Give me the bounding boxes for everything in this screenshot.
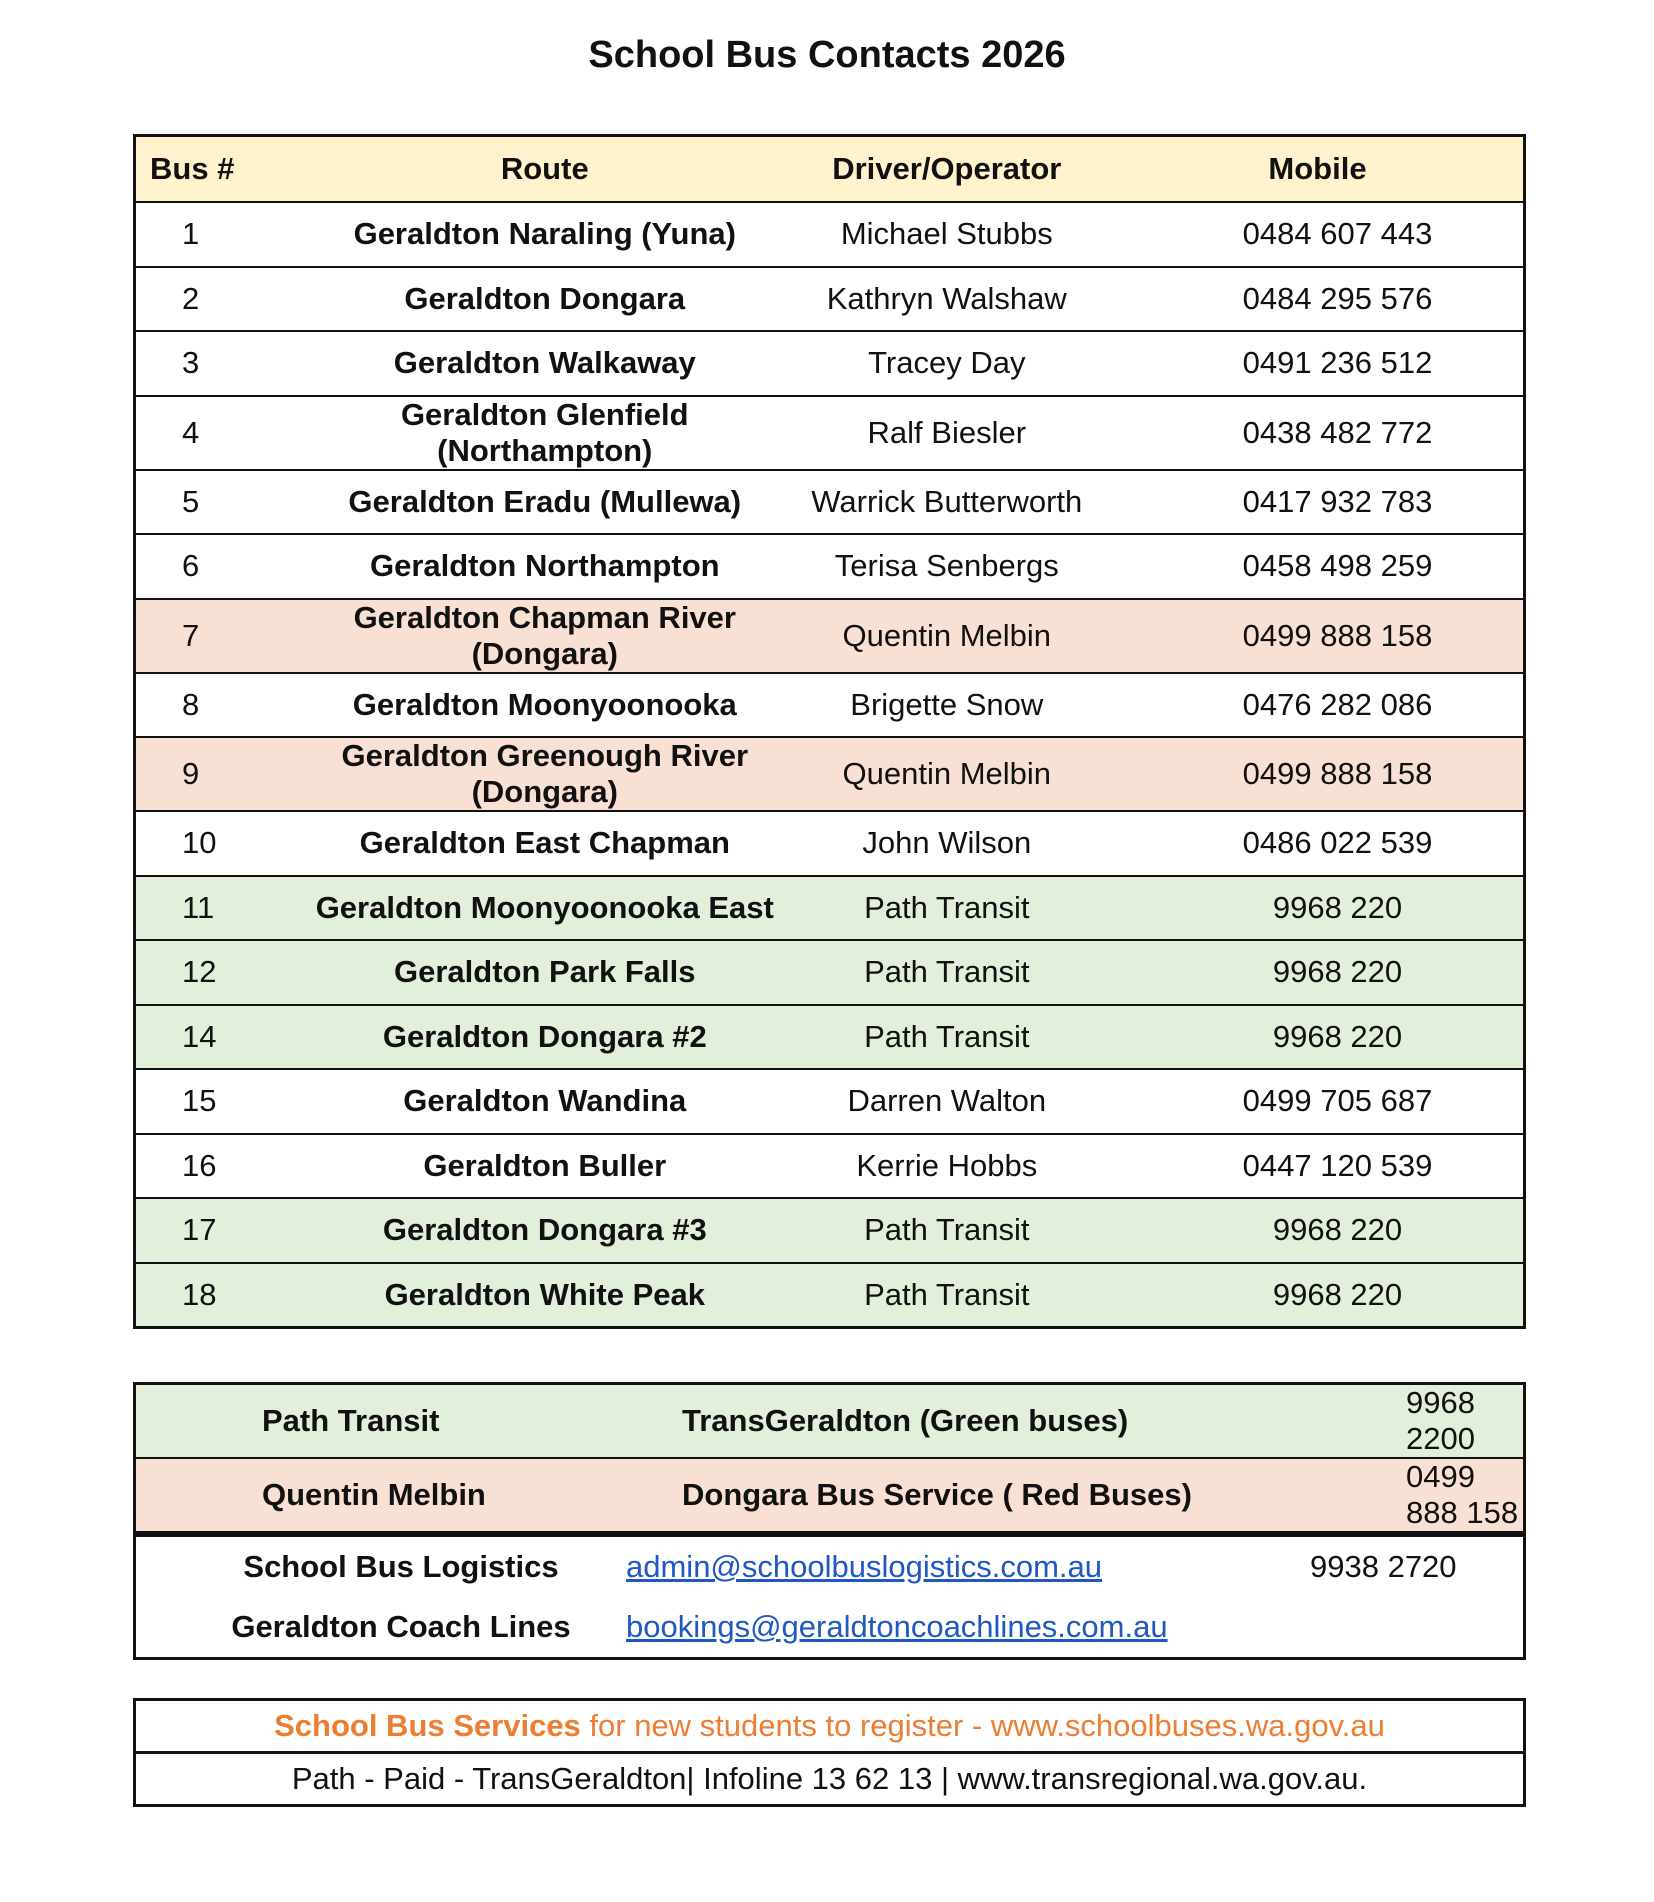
route-name: Geraldton Park Falls (308, 940, 782, 1005)
contact-row-school-bus-logistics (135, 1536, 1525, 1598)
bus-number: 4 (135, 396, 308, 470)
operator-service: Dongara Bus Service ( Red Buses) (682, 1458, 1382, 1533)
contact-email-link[interactable]: bookings@geraldtoncoachlines.com.au (626, 1609, 1168, 1644)
table-row (135, 470, 1525, 535)
route-name: Geraldton Glenfield (Northampton) (308, 396, 782, 470)
driver-name: Quentin Melbin (782, 737, 1112, 811)
driver-name: Path Transit (782, 1263, 1112, 1328)
table-row (135, 811, 1525, 876)
driver-name: Tracey Day (782, 331, 1112, 396)
table-row (135, 876, 1525, 941)
bus-number: 7 (135, 599, 308, 673)
driver-name: Darren Walton (782, 1069, 1112, 1134)
driver-name: Warrick Butterworth (782, 470, 1112, 535)
table-row (135, 1198, 1525, 1263)
route-name: Geraldton Dongara #2 (308, 1005, 782, 1070)
operator-phone: 9968 2200 (1382, 1384, 1525, 1459)
table-row (135, 737, 1525, 811)
bus-number: 8 (135, 673, 308, 738)
table-row (135, 1134, 1525, 1199)
route-name: Geraldton Moonyoonooka East (308, 876, 782, 941)
bus-number: 17 (135, 1198, 308, 1263)
header-mobile: Mobile (1112, 136, 1525, 203)
driver-name: Brigette Snow (782, 673, 1112, 738)
operator-phone: 0499 888 158 (1382, 1458, 1525, 1533)
route-name: Geraldton Dongara #3 (308, 1198, 782, 1263)
contact-phone: 9938 2720 (1310, 1549, 1457, 1584)
contact-row-geraldton-coach-lines (135, 1597, 1525, 1659)
mobile-number: 0484 295 576 (1112, 267, 1525, 332)
table-row (135, 396, 1525, 470)
header-driver: Driver/Operator (782, 136, 1112, 203)
bus-number: 9 (135, 737, 308, 811)
operator-name: Path Transit (135, 1384, 683, 1459)
table-row (135, 1005, 1525, 1070)
mobile-number: 0499 888 158 (1112, 599, 1525, 673)
driver-name: Path Transit (782, 1198, 1112, 1263)
mobile-number: 0486 022 539 (1112, 811, 1525, 876)
route-name: Geraldton Buller (308, 1134, 782, 1199)
operator-service: TransGeraldton (Green buses) (682, 1384, 1382, 1459)
bus-number: 1 (135, 202, 308, 267)
operator-name: Quentin Melbin (135, 1458, 683, 1533)
route-name: Geraldton Eradu (Mullewa) (308, 470, 782, 535)
driver-name: Terisa Senbergs (782, 534, 1112, 599)
contact-name: Geraldton Coach Lines (231, 1609, 571, 1644)
route-name: Geraldton Dongara (308, 267, 782, 332)
mobile-number: 0417 932 783 (1112, 470, 1525, 535)
bus-number: 2 (135, 267, 308, 332)
table-header-row (135, 136, 1525, 203)
header-route: Route (308, 136, 782, 203)
bus-number: 5 (135, 470, 308, 535)
mobile-number: 0476 282 086 (1112, 673, 1525, 738)
mobile-number: 0438 482 772 (1112, 396, 1525, 470)
footer-register-row (135, 1700, 1525, 1753)
header-bus-number: Bus # (135, 136, 308, 203)
driver-name: Quentin Melbin (782, 599, 1112, 673)
table-row (135, 1263, 1525, 1328)
bus-number: 16 (135, 1134, 308, 1199)
footer-register-line (135, 1700, 1525, 1753)
table-row (135, 1069, 1525, 1134)
driver-name: Kathryn Walshaw (782, 267, 1112, 332)
footer-infoline: Path - Paid - TransGeraldton| Infoline 13 62 13 | www.transregional.wa.gov.au. (291, 1761, 1368, 1796)
driver-name: John Wilson (782, 811, 1112, 876)
footer-register-title: School Bus Services (274, 1708, 581, 1743)
bus-number: 3 (135, 331, 308, 396)
footer-infoline-row (135, 1753, 1525, 1806)
route-name: Geraldton Chapman River (Dongara) (308, 599, 782, 673)
route-name: Geraldton Walkaway (308, 331, 782, 396)
route-name: Geraldton Northampton (308, 534, 782, 599)
table-row (135, 599, 1525, 673)
mobile-number: 9968 220 (1112, 1198, 1525, 1263)
mobile-number: 0491 236 512 (1112, 331, 1525, 396)
driver-name: Kerrie Hobbs (782, 1134, 1112, 1199)
operators-table (133, 1382, 1526, 1534)
table-row (135, 331, 1525, 396)
bus-number: 6 (135, 534, 308, 599)
operator-row-path-transit (135, 1384, 1525, 1459)
table-row (135, 267, 1525, 332)
table-row (135, 673, 1525, 738)
bus-number: 18 (135, 1263, 308, 1328)
contact-phone (1286, 1597, 1525, 1659)
route-name: Geraldton Greenough River (Dongara) (308, 737, 782, 811)
route-name: Geraldton East Chapman (308, 811, 782, 876)
contacts-table (133, 1534, 1526, 1660)
table-row (135, 534, 1525, 599)
table-row (135, 202, 1525, 267)
bus-number: 12 (135, 940, 308, 1005)
mobile-number: 0499 888 158 (1112, 737, 1525, 811)
bus-number: 11 (135, 876, 308, 941)
route-name: Geraldton Wandina (308, 1069, 782, 1134)
footer-register-text: for new students to register - www.schoolbuses.wa.gov.au (580, 1708, 1385, 1743)
driver-name: Path Transit (782, 1005, 1112, 1070)
route-name: Geraldton Naraling (Yuna) (308, 202, 782, 267)
bus-number: 15 (135, 1069, 308, 1134)
mobile-number: 9968 220 (1112, 1005, 1525, 1070)
mobile-number: 9968 220 (1112, 940, 1525, 1005)
contact-name: School Bus Logistics (243, 1549, 559, 1584)
mobile-number: 9968 220 (1112, 876, 1525, 941)
route-name: Geraldton Moonyoonooka (308, 673, 782, 738)
mobile-number: 0458 498 259 (1112, 534, 1525, 599)
bus-number: 10 (135, 811, 308, 876)
driver-name: Michael Stubbs (782, 202, 1112, 267)
route-name: Geraldton White Peak (308, 1263, 782, 1328)
driver-name: Ralf Biesler (782, 396, 1112, 470)
mobile-number: 0447 120 539 (1112, 1134, 1525, 1199)
footer-info (133, 1698, 1526, 1807)
mobile-number: 9968 220 (1112, 1263, 1525, 1328)
driver-name: Path Transit (782, 876, 1112, 941)
operator-row-quentin-melbin (135, 1458, 1525, 1533)
bus-number: 14 (135, 1005, 308, 1070)
mobile-number: 0484 607 443 (1112, 202, 1525, 267)
contact-email-link[interactable]: admin@schoolbuslogistics.com.au (626, 1549, 1103, 1584)
page-title: School Bus Contacts 2026 (588, 34, 1066, 76)
bus-contacts-table (133, 134, 1526, 1329)
mobile-number: 0499 705 687 (1112, 1069, 1525, 1134)
driver-name: Path Transit (782, 940, 1112, 1005)
table-row (135, 940, 1525, 1005)
